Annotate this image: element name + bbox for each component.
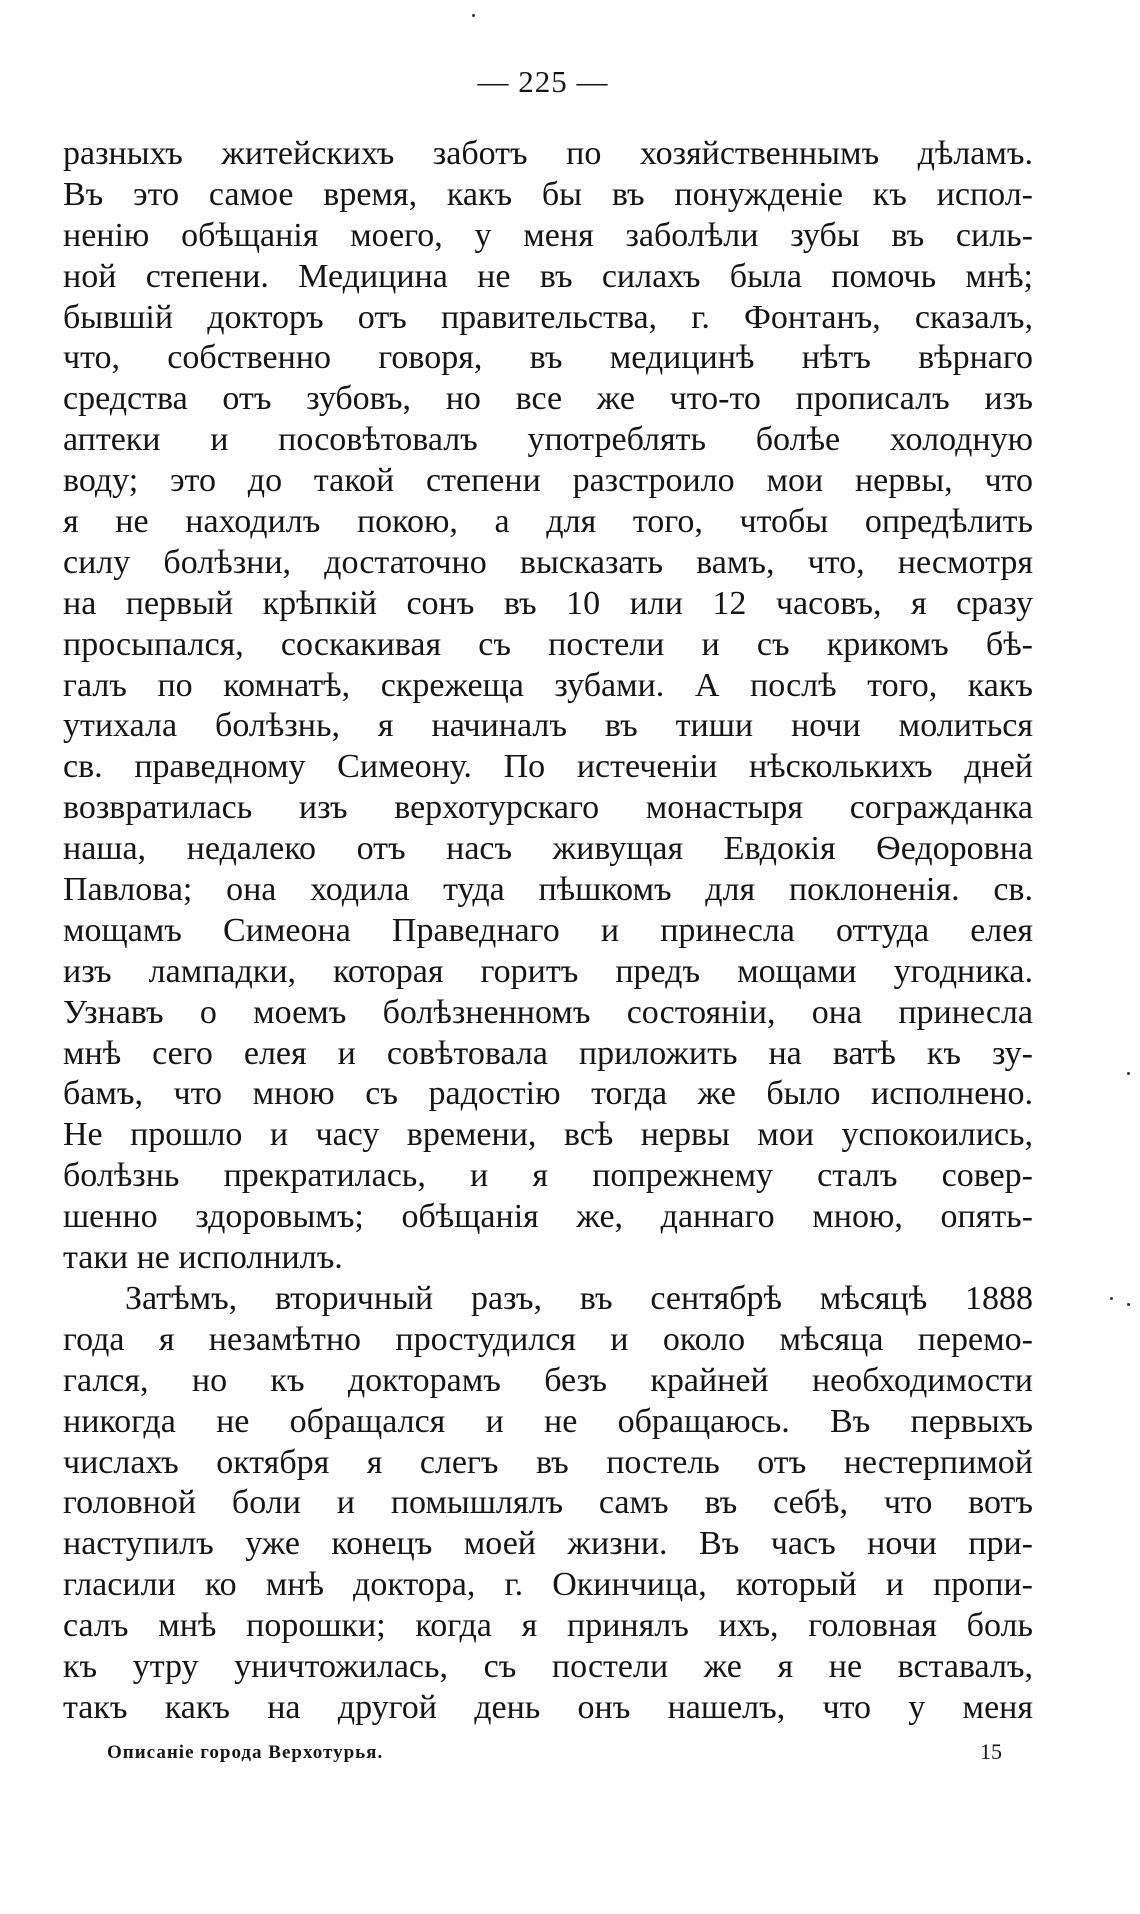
text-line: аптеки и посовѣтовалъ употреблять болѣе холодную [63, 421, 1033, 459]
text-line: Павлова; она ходила туда пѣшкомъ для поклоненія. св. [63, 871, 1033, 909]
body-text [63, 134, 1033, 1729]
text-line: мощамъ Симеона Праведнаго и принесла оттуда елея [63, 911, 1033, 949]
text-line: Не прошло и часу времени, всѣ нервы мои успокоились, [63, 1116, 1033, 1154]
text-line: средства отъ зубовъ, но все же что-то прописалъ изъ [63, 380, 1033, 418]
text-line: разныхъ житейскихъ заботъ по хозяйственнымъ дѣламъ. [63, 135, 1033, 172]
scan-speck [1127, 1072, 1130, 1075]
text-line: никогда не обращался и не обращаюсь. Въ первыхъ [63, 1402, 1033, 1440]
text-line: что, собственно говоря, въ медицинѣ нѣтъ вѣрнаго [63, 339, 1033, 377]
text-line: мнѣ сего елея и совѣтовала приложить на ватѣ къ зу- [63, 1034, 1033, 1072]
text-line: изъ лампадки, которая горитъ предъ мощами угодника. [63, 952, 1033, 990]
text-line: утихала болѣзнь, я начиналъ въ тиши ночи молиться [63, 707, 1033, 745]
paragraph-2 [63, 1279, 1033, 1729]
text-line: Въ это самое время, какъ бы въ понужденіе къ испол- [63, 175, 1033, 213]
text-line: на первый крѣпкій сонъ въ 10 или 12 часовъ, я сразу [63, 584, 1033, 622]
scan-speck [472, 14, 475, 17]
footer-book-title: Описаніе города Верхотурья. [107, 1742, 384, 1763]
scan-speck [1110, 1297, 1113, 1300]
text-line: гласили ко мнѣ доктора, г. Окинчица, который и пропи- [63, 1566, 1033, 1604]
page-number-header: — 225 — [477, 64, 609, 99]
text-line: болѣзнь прекратилась, и я попрежнему сталъ совер- [63, 1157, 1033, 1195]
text-line: возвратилась изъ верхотурскаго монастыря согражданка [63, 789, 1033, 827]
text-line: бамъ, что мною съ радостію тогда же было исполнено. [63, 1075, 1033, 1113]
text-line: головной боли и помышлялъ самъ въ себѣ, что вотъ [63, 1484, 1033, 1522]
text-line: св. праведному Симеону. По истеченіи нѣсколькихъ дней [63, 748, 1033, 786]
text-line: силу болѣзни, достаточно высказать вамъ, что, несмотря [63, 543, 1033, 581]
text-line: ной степени. Медицина не въ силахъ была помочь мнѣ; [63, 257, 1033, 295]
text-line: шенно здоровымъ; обѣщанія же, даннаго мною, опять- [63, 1198, 1033, 1236]
text-line: къ утру уничтожилась, съ постели же я не вставалъ, [63, 1647, 1033, 1685]
text-line: такъ какъ на другой день онъ нашелъ, что у меня [63, 1688, 1033, 1726]
text-line: числахъ октября я слегъ въ постель отъ нестерпимой [63, 1443, 1033, 1481]
text-line: бывшій докторъ отъ правительства, г. Фонтанъ, сказалъ, [63, 298, 1033, 336]
text-line: просыпался, соскакивая съ постели и съ крикомъ бѣ- [63, 625, 1033, 663]
footer-signature-number: 15 [980, 1739, 1002, 1764]
text-line: наша, недалеко отъ насъ живущая Евдокія Ѳедоровна [63, 830, 1033, 868]
text-line: гался, но къ докторамъ безъ крайней необходимости [63, 1361, 1033, 1399]
text-line: галъ по комнатѣ, скрежеща зубами. А послѣ того, какъ [63, 666, 1033, 704]
text-line: ненію обѣщанія моего, у меня заболѣли зубы въ силь- [63, 216, 1033, 254]
text-line: года я незамѣтно простудился и около мѣсяца перемо- [63, 1320, 1033, 1358]
scan-speck [1127, 1303, 1130, 1306]
text-line: Затѣмъ, вторичный разъ, въ сентябрѣ мѣсяцѣ 1888 [125, 1279, 1033, 1317]
text-line: Узнавъ о моемъ болѣзненномъ состояніи, она принесла [63, 993, 1033, 1031]
text-line: таки не исполнилъ. [63, 1239, 343, 1277]
text-line: наступилъ уже конецъ моей жизни. Въ часъ ночи при- [63, 1525, 1033, 1563]
text-line: салъ мнѣ порошки; когда я принялъ ихъ, головная боль [63, 1607, 1033, 1645]
text-line: воду; это до такой степени разстроило мои нервы, что [63, 462, 1033, 500]
paragraph-1 [63, 134, 1033, 1279]
text-line: я не находилъ покою, а для того, чтобы опредѣлить [63, 503, 1033, 541]
